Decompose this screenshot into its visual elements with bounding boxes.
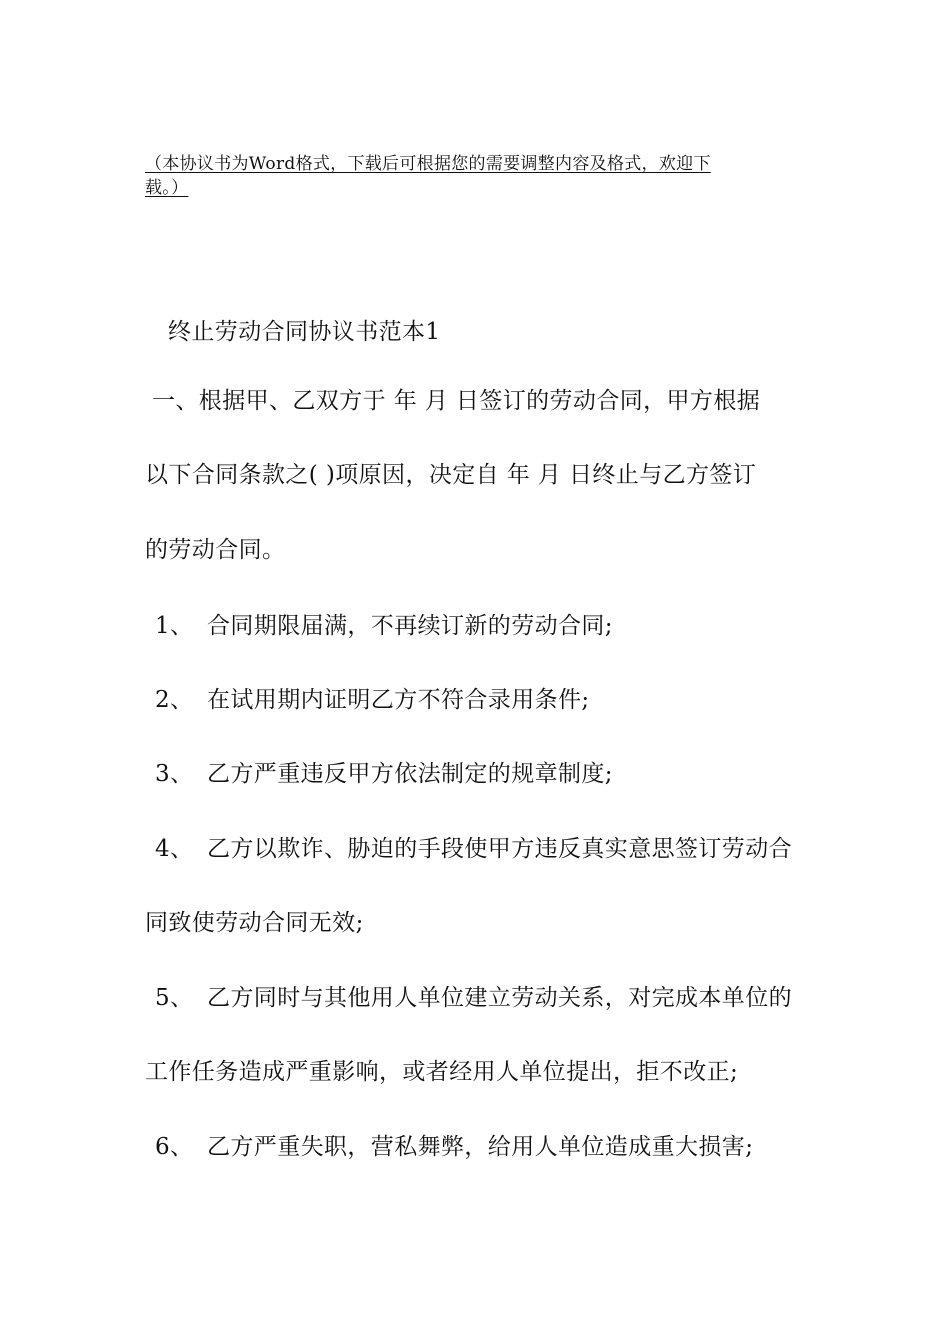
list-item bbox=[155, 833, 792, 865]
section-1-line-2: 以下合同条款之( )项原因，决定自 年 月 日终止与乙方签订 bbox=[145, 462, 757, 488]
list-item-continuation: 工作任务造成严重影响，或者经用人单位提出，拒不改正; bbox=[145, 1059, 739, 1085]
document-title: 终止劳动合同协议书范本1 bbox=[168, 319, 441, 345]
list-item bbox=[155, 982, 792, 1014]
list-item-number: 2、 bbox=[155, 687, 194, 713]
list-item bbox=[155, 1131, 753, 1163]
list-item-continuation: 同致使劳动合同无效; bbox=[145, 910, 364, 936]
list-item-text: 乙方严重失职，营私舞弊，给用人单位造成重大损害; bbox=[207, 1134, 754, 1160]
list-item-number: 4、 bbox=[155, 836, 194, 862]
format-note-line-1: （本协议书为Word格式，下载后可根据您的需要调整内容及格式，欢迎下 bbox=[145, 154, 711, 174]
section-1-line-3: 的劳动合同。 bbox=[145, 537, 286, 563]
section-1-line-1: 一、根据甲、乙双方于 年 月 日签订的劳动合同，甲方根据 bbox=[152, 388, 761, 414]
format-note bbox=[145, 152, 810, 200]
list-item-text: 在试用期内证明乙方不符合录用条件; bbox=[207, 687, 590, 713]
list-item-text: 合同期限届满，不再续订新的劳动合同; bbox=[207, 613, 613, 639]
list-item-text: 乙方以欺诈、胁迫的手段使甲方违反真实意思签订劳动合 bbox=[207, 836, 792, 862]
list-item-text: 乙方同时与其他用人单位建立劳动关系，对完成本单位的 bbox=[207, 985, 792, 1011]
list-item-number: 6、 bbox=[155, 1134, 194, 1160]
list-item-number: 3、 bbox=[155, 761, 194, 787]
list-item-number: 5、 bbox=[155, 985, 194, 1011]
list-item bbox=[155, 610, 613, 642]
list-item-text: 乙方严重违反甲方依法制定的规章制度; bbox=[207, 761, 613, 787]
list-item bbox=[155, 758, 613, 790]
format-note-line-2: 载。） bbox=[145, 178, 189, 198]
list-item-number: 1、 bbox=[155, 613, 194, 639]
list-item bbox=[155, 684, 590, 716]
